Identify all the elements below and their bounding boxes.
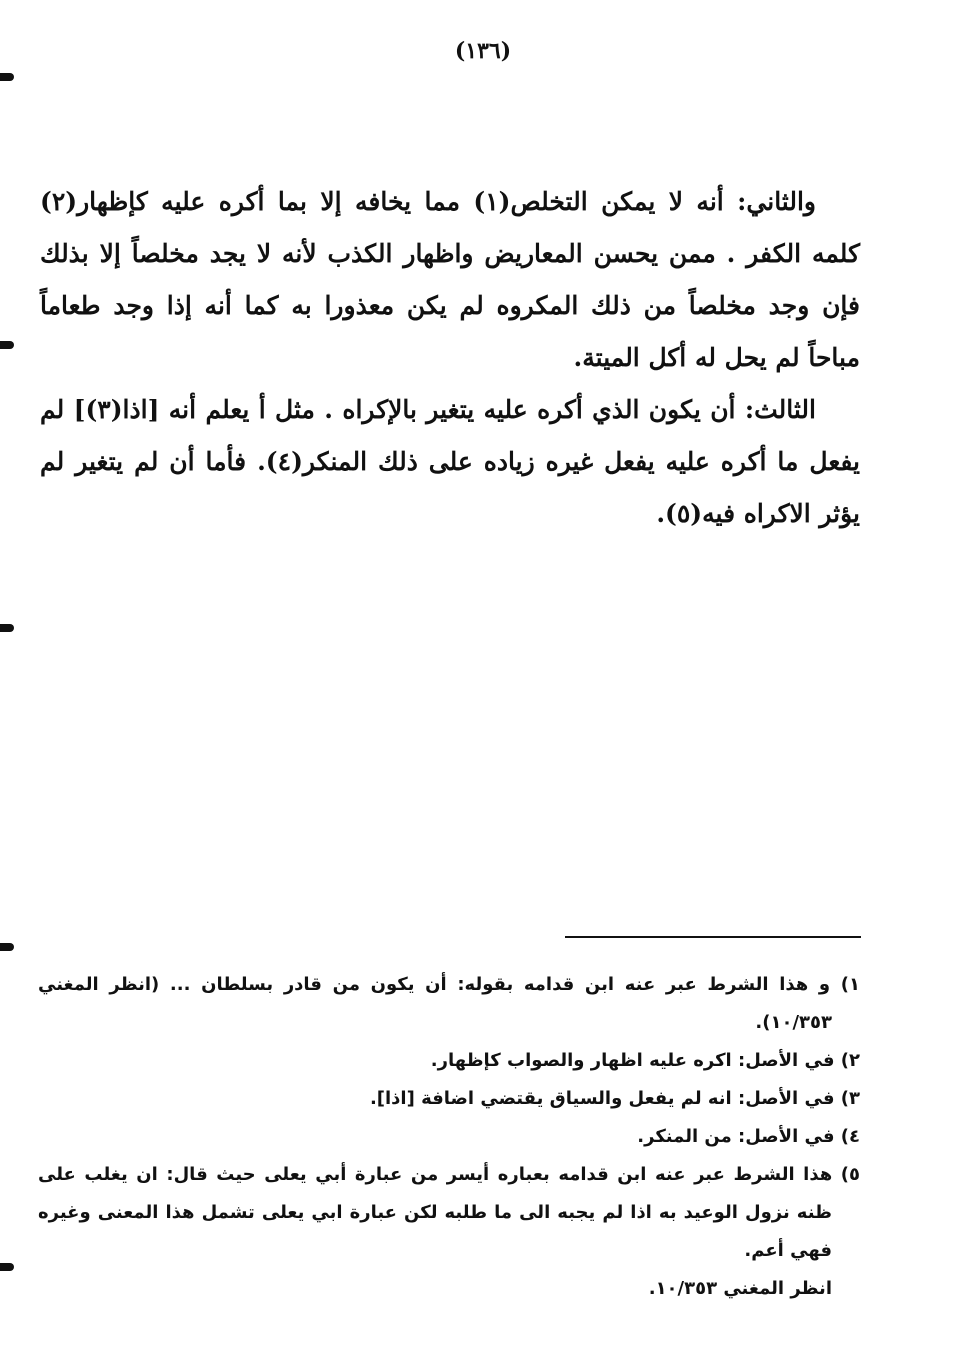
main-text (40, 176, 860, 540)
footnote-item: ٣) في الأصل: انه لم يفعل والسياق يقتضي اضافة [اذا]. (369, 1088, 860, 1109)
scan-edge-mark (0, 624, 14, 632)
footnote-source: انظر المغني ١٠/٣٥٣. (648, 1278, 832, 1299)
scan-edge-mark (0, 73, 14, 81)
footnotes (38, 966, 860, 1308)
scan-edge-mark (0, 1263, 14, 1271)
scan-edge-mark (0, 341, 14, 349)
page-number: (١٣٦) (454, 38, 512, 64)
footnote-item: ٤) في الأصل: من المنكر. (637, 1126, 860, 1147)
footnote-item: ١) و هذا الشرط عبر عنه ابن قدامه بقوله: أن يكون من قادر بسلطان ... (انظر المغني ١٠/٣٥٣). (38, 974, 860, 1033)
paragraph: الثالث: أن يكون الذي أكره عليه يتغير بالإكراه . مثل أ يعلم أنه [اذا(٣)] لم يفعل ما أكره عليه يفعل غيره زياده على ذلك المنكر(٤). فأما أن لم يتغير لم يؤثر الاكراه فيه(٥). (40, 395, 860, 528)
footnote-divider (565, 936, 861, 938)
paragraph: والثاني: أنه لا يمكن التخلص(١) مما يخافه إلا بما أكره عليه كإظهار(٢) كلمه الكفر . ممن يحسن المعاريض واظهار الكذب لأنه لا يجد مخلصاً إلا بذلك فإن وجد مخلصاً من ذلك المكروه لم يكن معذورا به كما أنه إذا وجد طعاماً مباحاً لم يحل له أكل الميتة. (40, 187, 860, 372)
footnote-item: ٢) في الأصل: اكره عليه اظهار والصواب كإظهار. (430, 1050, 860, 1071)
footnote-item: ٥) هذا الشرط عبر عنه ابن قدامه بعباره أيسر من عبارة أبي يعلى حيث قال: ان يغلب على ظنه نزول الوعيد به اذا لم يجبه الى ما طلبه لكن عبارة ابي يعلى تشمل هذا المعنى وغيره فهي أعم. (38, 1164, 860, 1261)
scan-edge-mark (0, 943, 14, 951)
